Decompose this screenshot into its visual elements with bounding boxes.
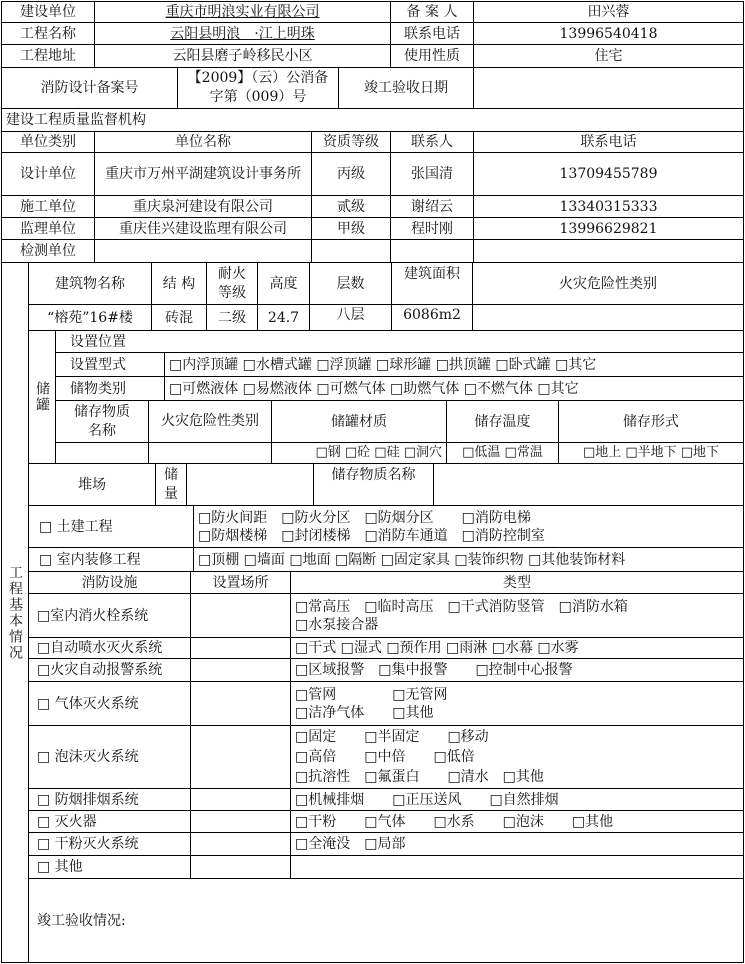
tank-material-options: □钢 □砼 □硅 □洞穴 xyxy=(271,442,447,464)
tank-temp-label: 储存温度 xyxy=(446,400,559,443)
table-row-phone: 13996629821 xyxy=(473,217,744,240)
facility-type-line[interactable]: □区域报警 □集中报警 □控制中心报警 xyxy=(290,658,744,682)
facility-location xyxy=(190,637,291,659)
project-address-label: 工程地址 xyxy=(1,44,95,68)
project-name-text: 云阳县明浪 ·江上明珠 xyxy=(170,25,315,42)
building-header-height: 高度 xyxy=(257,262,310,305)
table-row-phone: 13709455789 xyxy=(473,152,744,196)
building-name: “榕苑”16#楼 xyxy=(28,304,152,331)
yard-substance-label: 储存物质名称 xyxy=(313,463,434,506)
facility-location xyxy=(190,810,291,833)
table-row-grade xyxy=(311,239,391,263)
list-item[interactable]: □ 气体灭火系统 xyxy=(28,681,191,726)
build-unit-text: 重庆市明浪实业有限公司 xyxy=(165,4,320,20)
building-header-hazard: 火灾危险性类别 xyxy=(472,262,744,305)
facility-types xyxy=(290,855,744,879)
units-header-name: 单位名称 xyxy=(94,131,312,153)
project-name-label: 工程名称 xyxy=(1,22,95,45)
tank-label-text: 储罐 xyxy=(34,381,50,413)
list-item[interactable]: □室内消火栓系统 xyxy=(28,593,191,638)
tank-material-label: 储罐材质 xyxy=(271,400,447,443)
civil-options xyxy=(193,505,744,548)
list-item[interactable]: □ 干粉灭火系统 xyxy=(28,832,191,856)
project-name-value xyxy=(94,22,391,45)
record-person-value: 田兴蓉 xyxy=(473,1,744,23)
tank-type-label: 设置型式 xyxy=(55,352,165,377)
usage-label: 使用性质 xyxy=(390,44,474,68)
facility-type-line[interactable]: □全淹没 □局部 xyxy=(290,832,744,856)
units-header-grade: 资质等级 xyxy=(311,131,391,153)
build-unit-label: 建设单位 xyxy=(1,1,95,23)
acceptance-area[interactable] xyxy=(28,878,744,963)
table-row-type: 监理单位 xyxy=(1,217,95,240)
facility-location xyxy=(190,855,291,879)
table-row-name: 重庆泉河建设有限公司 xyxy=(94,195,312,218)
acceptance-label: 竣工验收情况: xyxy=(37,912,126,929)
facilities-header-type: 类型 xyxy=(290,571,744,594)
table-row-phone: 13340315333 xyxy=(473,195,744,218)
civil-options-line2[interactable]: □防烟楼梯 □封闭楼梯 □消防车通道 □消防控制室 xyxy=(198,527,545,544)
list-item[interactable]: □ 灭火器 xyxy=(28,810,191,833)
usage-value: 住宅 xyxy=(473,44,744,68)
units-header-type: 单位类别 xyxy=(1,131,95,153)
facility-location xyxy=(190,788,291,811)
civil-options-line1[interactable]: □防火间距 □防火分区 □防烟分区 □消防电梯 xyxy=(198,509,531,526)
tank-label xyxy=(28,330,56,464)
tank-category-label: 储物类别 xyxy=(55,376,165,401)
tank-temp-options: □低温 □常温 xyxy=(446,442,559,464)
contact-phone-value: 13996540418 xyxy=(473,22,744,45)
tank-form-label: 储存形式 xyxy=(558,400,744,443)
facility-location xyxy=(190,593,291,638)
quality-agency-label: 建设工程质量监督机构 xyxy=(1,108,744,132)
building-area: 6086m2 xyxy=(391,304,473,331)
tank-substance-value xyxy=(55,442,149,464)
list-item[interactable]: □ 泡沫灭火系统 xyxy=(28,725,191,789)
side-label-text: 工程基本情况 xyxy=(7,564,23,661)
yard-substance-value xyxy=(433,463,744,506)
building-structure: 砖混 xyxy=(151,304,207,331)
facility-type-line[interactable]: □固定 □半固定 □移动 xyxy=(295,729,489,745)
tank-hazard-value xyxy=(148,442,272,464)
table-row-contact: 程时刚 xyxy=(390,217,474,240)
yard-label: 堆场 xyxy=(28,463,156,506)
contact-phone-label: 联系电话 xyxy=(390,22,474,45)
completion-date-label: 竣工验收日期 xyxy=(338,67,474,109)
table-row-contact: 谢绍云 xyxy=(390,195,474,218)
table-row-grade: 丙级 xyxy=(311,152,391,196)
table-row-name: 重庆市万州平湖建筑设计事务所 xyxy=(94,152,312,196)
facilities-header-location: 设置场所 xyxy=(190,571,291,594)
side-label-project-basics xyxy=(1,262,29,963)
facility-type-line[interactable]: □水泵接合器 xyxy=(295,616,379,633)
table-row-grade: 甲级 xyxy=(311,217,391,240)
table-row-name: 重庆佳兴建设监理有限公司 xyxy=(94,217,312,240)
facility-type-line[interactable]: □抗溶性 □氟蛋白 □清水 □其他 xyxy=(295,769,544,785)
table-row-name xyxy=(94,239,312,263)
building-hazard xyxy=(472,304,744,331)
tank-form-options: □地上 □半地下 □地下 xyxy=(558,442,744,464)
tank-hazard-label: 火灾危险性类别 xyxy=(148,400,272,443)
units-header-phone: 联系电话 xyxy=(473,131,744,153)
facility-type-line[interactable]: □常高压 □临时高压 □干式消防竖管 □消防水箱 xyxy=(295,598,628,615)
list-item[interactable]: □ 其他 xyxy=(28,855,191,879)
facility-type-line[interactable]: □高倍 □中倍 □低倍 xyxy=(295,749,475,765)
tank-position-label: 设置位置 xyxy=(55,330,744,353)
building-header-name: 建筑物名称 xyxy=(28,262,152,305)
facilities-header-facility: 消防设施 xyxy=(28,571,191,594)
facility-type-line[interactable]: □管网 □无管网 xyxy=(295,686,448,703)
building-height: 24.7 xyxy=(257,304,310,331)
fire-design-no-label: 消防设计备案号 xyxy=(1,67,178,109)
facility-types xyxy=(290,725,744,789)
decoration-checkbox-label[interactable]: □ 室内装修工程 xyxy=(28,547,194,572)
yard-amount-label: 储量 xyxy=(155,463,187,506)
table-row-type: 施工单位 xyxy=(1,195,95,218)
building-fire-rating: 二级 xyxy=(206,304,258,331)
fire-design-no-value: 【2009】（云）公消备字第（009）号 xyxy=(177,67,339,109)
tank-type-options: □内浮顶罐 □水槽式罐 □浮顶罐 □球形罐 □拱顶罐 □卧式罐 □其它 xyxy=(164,352,744,377)
table-row-type: 检测单位 xyxy=(1,239,95,263)
building-header-structure: 结 构 xyxy=(151,262,207,305)
build-unit-value xyxy=(94,1,391,23)
table-row-type: 设计单位 xyxy=(1,152,95,196)
table-row-grade: 贰级 xyxy=(311,195,391,218)
building-header-area: 建筑面积 xyxy=(391,262,473,305)
facility-types xyxy=(290,681,744,726)
completion-date-value xyxy=(473,67,744,109)
units-header-contact: 联系人 xyxy=(390,131,474,153)
decoration-options[interactable]: □顶棚 □墙面 □地面 □隔断 □固定家具 □装饰织物 □其他装饰材料 xyxy=(193,547,744,572)
list-item[interactable]: □ 防烟排烟系统 xyxy=(28,788,191,811)
building-header-fire-rating: 耐火等级 xyxy=(206,262,258,305)
facility-type-line[interactable]: □机械排烟 □正压送风 □自然排烟 xyxy=(290,788,744,811)
facility-types xyxy=(290,593,744,638)
tank-substance-label: 储存物质名称 xyxy=(55,400,149,443)
facility-location xyxy=(190,658,291,682)
civil-checkbox-label[interactable]: □ 土建工程 xyxy=(28,505,194,548)
list-item[interactable]: □火灾自动报警系统 xyxy=(28,658,191,682)
facility-location xyxy=(190,832,291,856)
yard-amount-value xyxy=(186,463,314,506)
project-address-value: 云阳县磨子岭移民小区 xyxy=(94,44,391,68)
record-person-label: 备 案 人 xyxy=(390,1,474,23)
table-row-contact xyxy=(390,239,474,263)
facility-location xyxy=(190,681,291,726)
facility-type-line[interactable]: □洁净气体 □其他 xyxy=(295,704,434,721)
tank-category-options: □可燃液体 □易燃液体 □可燃气体 □助燃气体 □不燃气体 □其它 xyxy=(164,376,744,401)
table-row-contact: 张国清 xyxy=(390,152,474,196)
building-floors: 八层 xyxy=(309,304,392,331)
facility-type-line[interactable]: □干式 □湿式 □预作用 □雨淋 □水幕 □水雾 xyxy=(290,637,744,659)
table-row-phone xyxy=(473,239,744,263)
facility-location xyxy=(190,725,291,789)
building-header-floors: 层数 xyxy=(309,262,392,305)
facility-type-line[interactable]: □干粉 □气体 □水系 □泡沫 □其他 xyxy=(290,810,744,833)
list-item[interactable]: □自动喷水灭火系统 xyxy=(28,637,191,659)
